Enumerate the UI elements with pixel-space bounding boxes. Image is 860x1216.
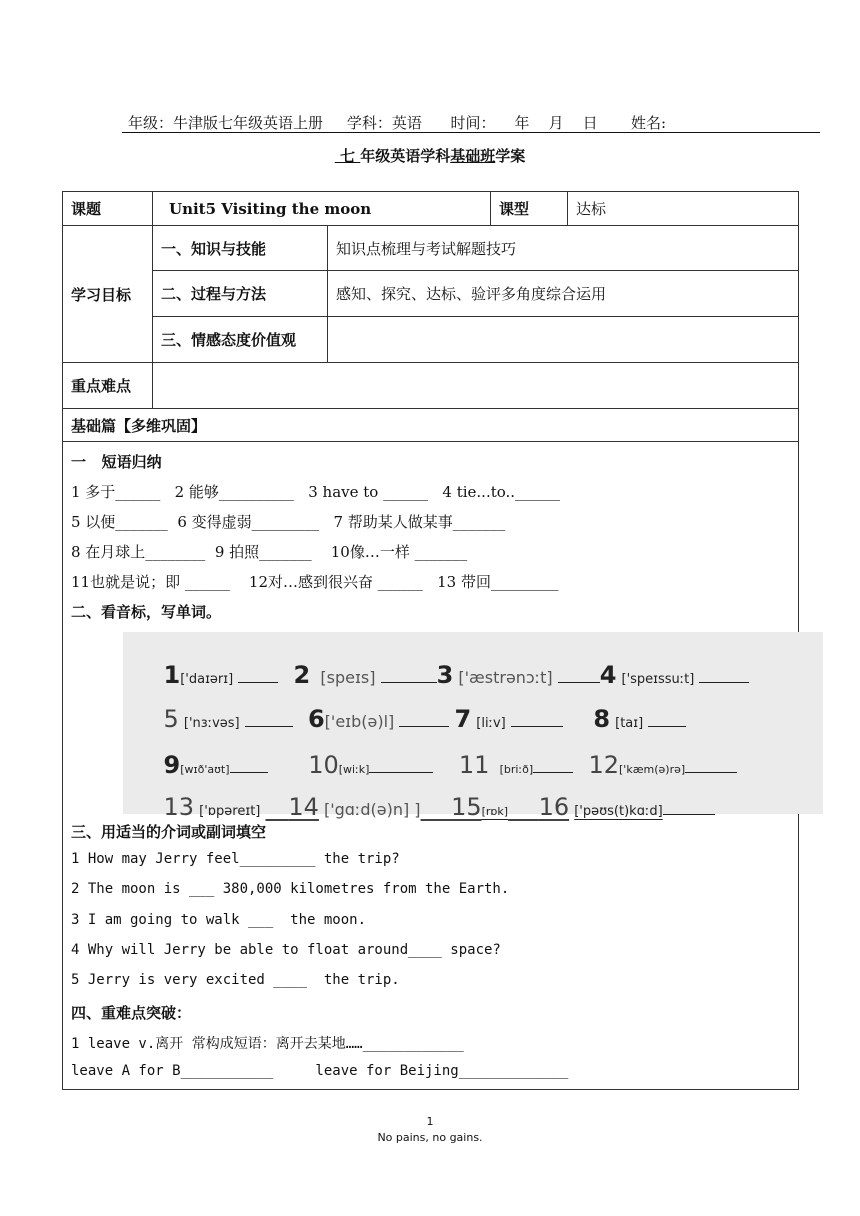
item-number <box>421 793 482 821</box>
header-rule <box>122 132 820 133</box>
page-number: 1 <box>426 1115 434 1128</box>
item-ipa: [rɒk] <box>481 805 509 818</box>
fill-line: 3 I am going to walk ___ the moon. <box>71 912 367 928</box>
goal-name: 一、知识与技能 <box>153 226 328 271</box>
item-number: 12 <box>588 751 620 779</box>
answer-blank <box>511 712 563 727</box>
item-number: 7 <box>454 705 472 733</box>
item-ipa: ['pəʊs(t)kɑːd] <box>574 804 663 819</box>
answer-blank <box>245 712 293 727</box>
item-number-text: 15 <box>451 793 482 821</box>
phrase-line: 1 多于______ 2 能够__________ 3 have to ______ 4 tie...to..______ <box>71 483 561 501</box>
topic-label: 课题 <box>63 192 153 226</box>
phrase-line: 5 以便_______ 6 变得虚弱_________ 7 帮助某人做某事_______ <box>71 513 506 531</box>
answer-blank <box>230 758 268 773</box>
item-number: 5 <box>163 705 179 733</box>
exercise-content <box>62 441 799 1090</box>
item-number: 4 <box>599 661 617 689</box>
phonetic-panel <box>123 632 823 821</box>
item-number: 1 <box>163 661 181 689</box>
item-number: 11 <box>458 751 490 779</box>
title-mid: 年级英语学科 <box>360 147 451 165</box>
answer-blank <box>399 712 449 727</box>
answer-blank <box>663 800 715 815</box>
footer-motto: No pains, no gains. <box>377 1131 483 1144</box>
item-number: 13 <box>163 793 195 821</box>
phrase-line: 8 在月球上________ 9 拍照_______ 10像…一样 _______ <box>71 543 468 561</box>
item-number: 3 <box>436 661 454 689</box>
goal-row-2 <box>63 271 799 317</box>
section4-heading: 四、重难点突破： <box>71 1004 192 1022</box>
fill-line: 2 The moon is ___ 380,000 kilometres from the Earth. <box>71 881 510 897</box>
item-ipa: ['daɪərɪ] <box>180 672 234 687</box>
type-label: 课型 <box>491 192 568 226</box>
fill-line: 4 Why will Jerry be able to float around____ space? <box>71 942 501 958</box>
goal-desc: 知识点梳理与考试解题技巧 <box>328 226 799 271</box>
item-number: 2 <box>293 661 311 689</box>
answer-blank <box>699 668 749 683</box>
item-ipa: ['æstrənɔːt] <box>458 668 553 687</box>
goal-desc <box>328 317 799 363</box>
unit-title: Unit5 Visiting the moon <box>153 192 491 226</box>
goal-row-3 <box>63 317 799 363</box>
phrase-line: 11也就是说；即 ______ 12对…感到很兴奋 ______ 13 带回_________ <box>71 573 559 591</box>
section3-heading: 三、用适当的介词或副词填空 <box>71 823 267 841</box>
item-ipa: ['eɪb(ə)l] <box>324 712 395 731</box>
item-ipa: [wiːk] <box>338 763 370 776</box>
fill-line: 5 Jerry is very excited ____ the trip. <box>71 972 400 988</box>
item-ipa: ['gɑːd(ə)n] ] <box>324 800 421 819</box>
answer-blank <box>533 758 573 773</box>
item-ipa: [taɪ] <box>615 716 644 731</box>
item-ipa: ['ɒpəreɪt] <box>199 804 261 819</box>
answer-blank <box>685 758 737 773</box>
item-ipa: ['nɜːvəs] <box>183 716 240 731</box>
title-class: 基础班 <box>450 147 496 165</box>
item-number: 9 <box>163 751 181 779</box>
title-grade <box>335 147 360 165</box>
key-points-row <box>63 363 799 409</box>
section1-heading: 一 短语归纳 <box>71 453 162 471</box>
answer-blank <box>558 668 600 683</box>
goal-name: 二、过程与方法 <box>153 271 328 317</box>
breakthrough-line: 1 leave v.离开 常构成短语：离开去某地……____________ <box>71 1036 464 1052</box>
title-end: 学案 <box>495 147 526 165</box>
goal-name: 三、情感态度价值观 <box>153 317 328 363</box>
basic-heading-row <box>63 409 799 442</box>
item-ipa: [liːv] <box>476 716 506 731</box>
key-points-label: 重点难点 <box>63 363 153 409</box>
item-number <box>508 793 569 821</box>
section2-heading: 二、看音标，写单词。 <box>71 603 222 621</box>
item-ipa: ['speɪssuːt] <box>621 672 695 687</box>
goals-label: 学习目标 <box>63 226 153 363</box>
goal-row-1 <box>63 226 799 271</box>
answer-blank <box>238 668 278 683</box>
goal-desc: 感知、探究、达标、验评多角度综合运用 <box>328 271 799 317</box>
lesson-topic-row <box>63 192 799 226</box>
answer-blank <box>648 712 686 727</box>
item-ipa: [briːð] <box>499 763 534 776</box>
item-number: 10 <box>308 751 339 779</box>
answer-blank <box>369 758 433 773</box>
lesson-info-table <box>62 191 799 442</box>
item-number-text: 14 <box>288 793 319 821</box>
header-info-line: 年级：牛津版七年级英语上册 学科：英语 时间： 年 月 日 姓名: <box>128 114 667 132</box>
answer-blank <box>381 668 437 683</box>
fill-line: 1 How may Jerry feel_________ the trip? <box>71 851 400 867</box>
page-title <box>0 145 860 166</box>
title-grade-text: 七 <box>339 147 355 165</box>
item-ipa: [speɪs] <box>320 668 376 687</box>
item-ipa: ['kæm(ə)rə] <box>619 763 686 776</box>
item-number: 6 <box>307 705 325 733</box>
basic-heading: 基础篇【多维巩固】 <box>63 409 799 442</box>
item-number <box>265 793 318 821</box>
item-number: 8 <box>593 705 611 733</box>
type-value: 达标 <box>568 192 799 226</box>
item-number-text: 16 <box>538 793 570 821</box>
item-ipa: [wɪð'aʊt] <box>180 763 230 776</box>
key-points-value <box>153 363 799 409</box>
breakthrough-line: leave A for B___________ leave for Beijing_____________ <box>71 1063 569 1079</box>
